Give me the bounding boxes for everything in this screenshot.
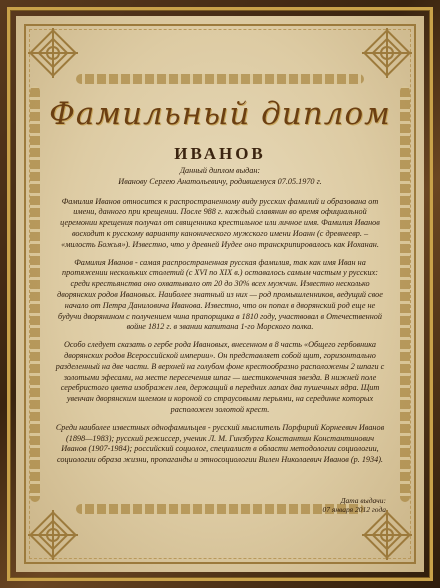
knot-band-top bbox=[76, 74, 364, 84]
issue-date-block bbox=[266, 496, 386, 514]
celtic-knot-corner-icon bbox=[24, 506, 82, 564]
paragraph-history: Фамилия Иванов - самая распространенная русская фамилия, так как имя Иван на протяжении нескольких столетий (с XVI по XIX в.) оставалось самым частым у русских: среди крестьянства оно охватывало от 20 до 30% всех мужчин. Известно несколько дворянских родов Ивановых. Наиболее знатный из них — род промышленников, ведущий свое начало от Петра Даниловича Иванова. Известно, что он попал в дворянский род еще не будучи дворянином с получением чина прапорщика в 1810 году, участвовал в Отечественной войне 1812 г. в звании капитана 1-го Морского полка. bbox=[57, 257, 383, 332]
diploma-body bbox=[54, 166, 386, 473]
paragraph-origin: Фамилия Иванов относится к распространенному виду русских фамилий и образована от имени, данного при крещении. После 988 г. каждый славянин во время официальной церемонии крещения получал от священника крестильное или личное имя. Фамилия Иванов восходит к русскому варианту канонического мужского имени Иоанн (с древнеевр. – «милость Божья»). Известно, что у древней Иудее оно транскрипировалось как Иоханан. bbox=[60, 196, 380, 249]
surname-heading: ИВАНОВ bbox=[174, 144, 266, 163]
celtic-knot-corner-icon bbox=[358, 506, 416, 564]
given-to-text: Данный диплом выдан: Иванову Сергею Анатольевичу, родившемуся 07.05.1970 г. bbox=[118, 166, 322, 186]
diploma-title: Фамильный диплом bbox=[49, 96, 391, 132]
celtic-knot-corner-icon bbox=[358, 24, 416, 82]
issue-date-value: 07 января 2012 года bbox=[322, 505, 386, 514]
parchment bbox=[16, 16, 424, 572]
paragraph-namesakes: Среди наиболее известных однофамильцев - русский мыслитель Порфирий Корнеевич Иванов (1898—1983); русский режиссер, ученик Л. М. Гинзбурга Константин Константинович Иванов (1907-1984); российский социолог, специалист в области методологии социологии, социологии образа жизни, пропаганды и этносоциологии Вилен Николаевич Иванов (р. 1934). bbox=[55, 422, 385, 465]
issue-date-label: Дата выдачи: bbox=[340, 496, 386, 505]
paragraph-coat-of-arms: Особо следует сказать о гербе рода Ивановых, внесенном в 8 часть «Общего гербовника дворянских родов Всероссийской империи». Он представляет собой щит, горизонтально разделенный на две части. В верхней на голубом фоне крестообразно расположены 2 шпаги с золотыми эфесами, на месте пересечения шпаг — шестиконечная звезда. В нижней поле серебристого цвета изображен лев, держащий в передних лапах два пушечных ядра. Щит увенчан дворянским шлемом и короной со страусовыми перьями, на серединке которых расположен золотой крест. bbox=[55, 340, 385, 414]
celtic-knot-corner-icon bbox=[24, 24, 82, 82]
